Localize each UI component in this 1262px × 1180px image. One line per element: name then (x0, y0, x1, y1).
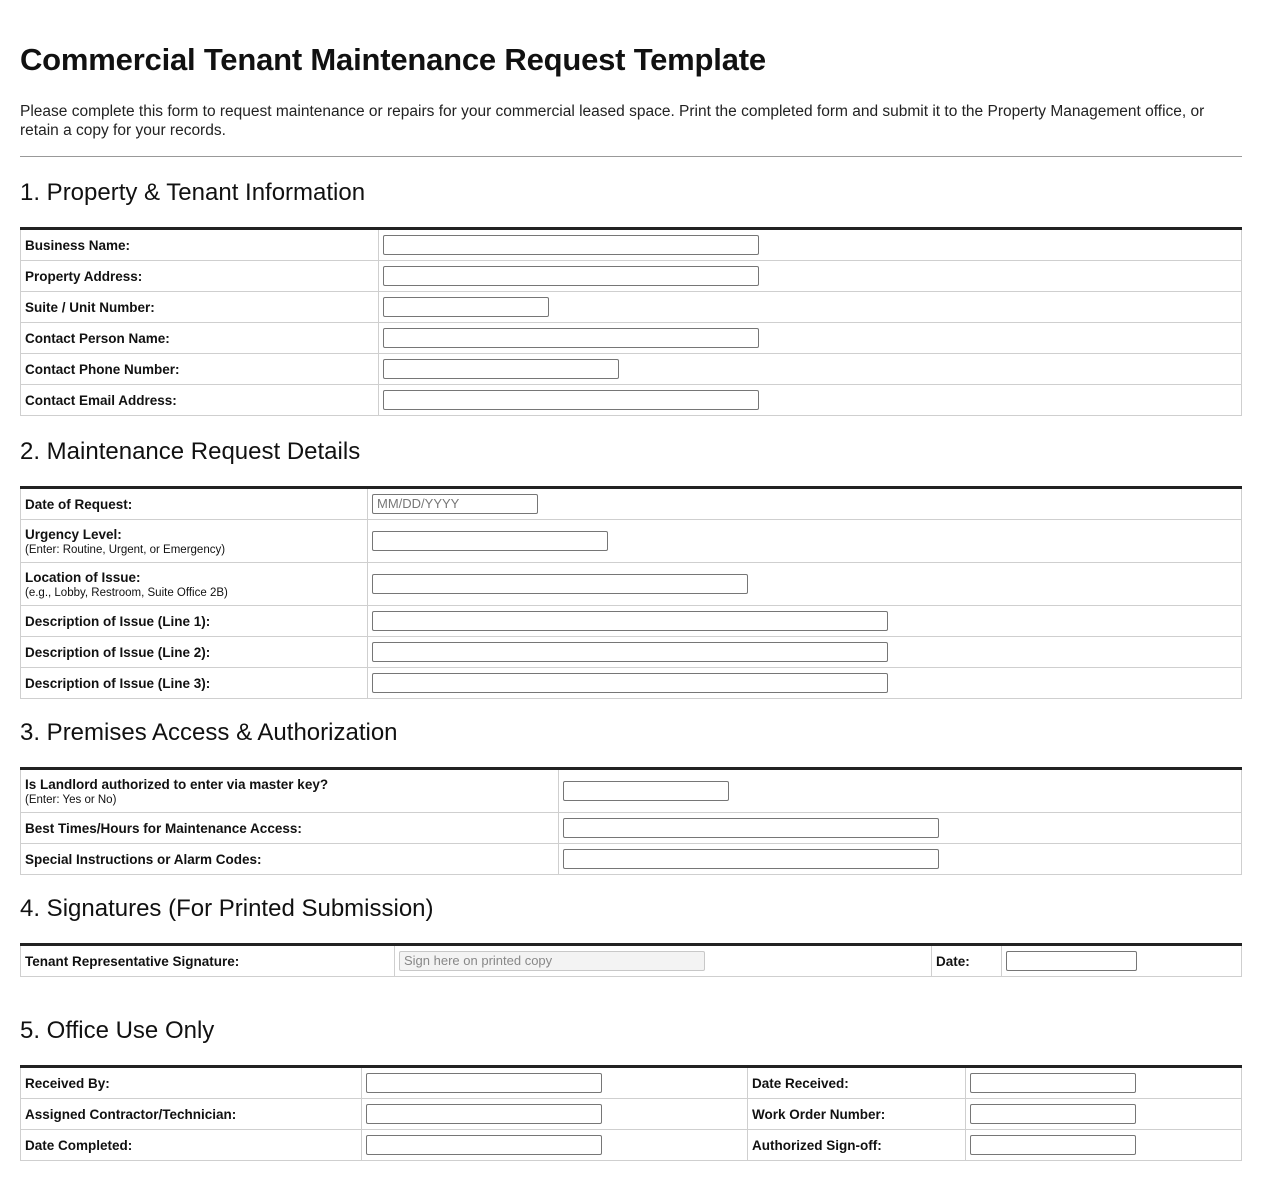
special-instructions-input[interactable] (563, 849, 939, 869)
field-label: Tenant Representative Signature: (21, 945, 395, 977)
field-label: Description of Issue (Line 3): (21, 668, 368, 699)
field-label: Date: (932, 945, 1002, 977)
business-name-input[interactable] (383, 235, 759, 255)
work-order-number-input[interactable] (970, 1104, 1136, 1124)
table-row (21, 945, 1242, 977)
field-label: Assigned Contractor/Technician: (21, 1099, 362, 1130)
table-row (21, 606, 1242, 637)
authorized-signoff-input[interactable] (970, 1135, 1136, 1155)
signature-date-input[interactable] (1006, 951, 1137, 971)
table-row (21, 292, 1242, 323)
field-label: Received By: (21, 1067, 362, 1099)
section-heading-access: 3. Premises Access & Authorization (20, 719, 398, 746)
table-row (21, 844, 1242, 875)
office-use-table (20, 1065, 1242, 1161)
field-label: Date of Request: (21, 488, 368, 520)
table-row (21, 385, 1242, 416)
description-line-1-input[interactable] (372, 611, 888, 631)
section-heading-request: 2. Maintenance Request Details (20, 438, 361, 465)
field-label: Description of Issue (Line 2): (21, 637, 368, 668)
field-label: Special Instructions or Alarm Codes: (21, 844, 559, 875)
field-label: Work Order Number: (748, 1099, 966, 1130)
field-hint: (e.g., Lobby, Restroom, Suite Office 2B) (25, 586, 228, 599)
table-row (21, 637, 1242, 668)
description-line-3-input[interactable] (372, 673, 888, 693)
field-label: Description of Issue (Line 1): (21, 606, 368, 637)
table-row (21, 1130, 1242, 1161)
field-label: Authorized Sign-off: (748, 1130, 966, 1161)
table-row (21, 261, 1242, 292)
section-heading-signatures: 4. Signatures (For Printed Submission) (20, 895, 434, 922)
table-row (21, 520, 1242, 563)
field-label: Urgency Level: (25, 526, 122, 542)
field-label: Location of Issue: (25, 569, 141, 585)
request-details-table (20, 486, 1242, 699)
field-label: Contact Email Address: (21, 385, 379, 416)
table-row (21, 488, 1242, 520)
table-row (21, 563, 1242, 606)
urgency-level-input[interactable] (372, 531, 608, 551)
contact-name-input[interactable] (383, 328, 759, 348)
field-label: Is Landlord authorized to enter via master key? (25, 776, 329, 792)
table-row (21, 229, 1242, 261)
issue-location-input[interactable] (372, 574, 748, 594)
divider (20, 156, 1242, 157)
date-received-input[interactable] (970, 1073, 1136, 1093)
access-table (20, 767, 1242, 875)
page-title: Commercial Tenant Maintenance Request Template (20, 42, 766, 77)
field-label: Contact Phone Number: (21, 354, 379, 385)
date-completed-input[interactable] (366, 1135, 602, 1155)
access-times-input[interactable] (563, 818, 939, 838)
signatures-table (20, 943, 1242, 977)
field-label: Date Received: (748, 1067, 966, 1099)
table-row (21, 1099, 1242, 1130)
table-row (21, 668, 1242, 699)
field-label: Business Name: (21, 229, 379, 261)
description-line-2-input[interactable] (372, 642, 888, 662)
field-hint: (Enter: Yes or No) (25, 793, 117, 806)
table-row (21, 1067, 1242, 1099)
property-address-input[interactable] (383, 266, 759, 286)
field-label: Suite / Unit Number: (21, 292, 379, 323)
request-date-input[interactable]: MM/DD/YYYY (372, 494, 538, 514)
field-label: Date Completed: (21, 1130, 362, 1161)
table-row (21, 354, 1242, 385)
suite-number-input[interactable] (383, 297, 549, 317)
contact-email-input[interactable] (383, 390, 759, 410)
field-label: Property Address: (21, 261, 379, 292)
intro-text: Please complete this form to request maintenance or repairs for your commercial leased space. Print the completed form and submit it to the Property Management office, or retain a copy for your records. (20, 103, 1205, 139)
field-hint: (Enter: Routine, Urgent, or Emergency) (25, 543, 226, 556)
signature-input[interactable]: Sign here on printed copy (399, 951, 705, 971)
property-info-table (20, 227, 1242, 416)
received-by-input[interactable] (366, 1073, 602, 1093)
section-heading-property: 1. Property & Tenant Information (20, 179, 366, 206)
master-key-input[interactable] (563, 781, 729, 801)
table-row (21, 813, 1242, 844)
table-row (21, 323, 1242, 354)
field-label: Contact Person Name: (21, 323, 379, 354)
field-label: Best Times/Hours for Maintenance Access: (21, 813, 559, 844)
contact-phone-input[interactable] (383, 359, 619, 379)
assigned-contractor-input[interactable] (366, 1104, 602, 1124)
table-row (21, 769, 1242, 813)
section-heading-office-use: 5. Office Use Only (20, 1017, 215, 1044)
